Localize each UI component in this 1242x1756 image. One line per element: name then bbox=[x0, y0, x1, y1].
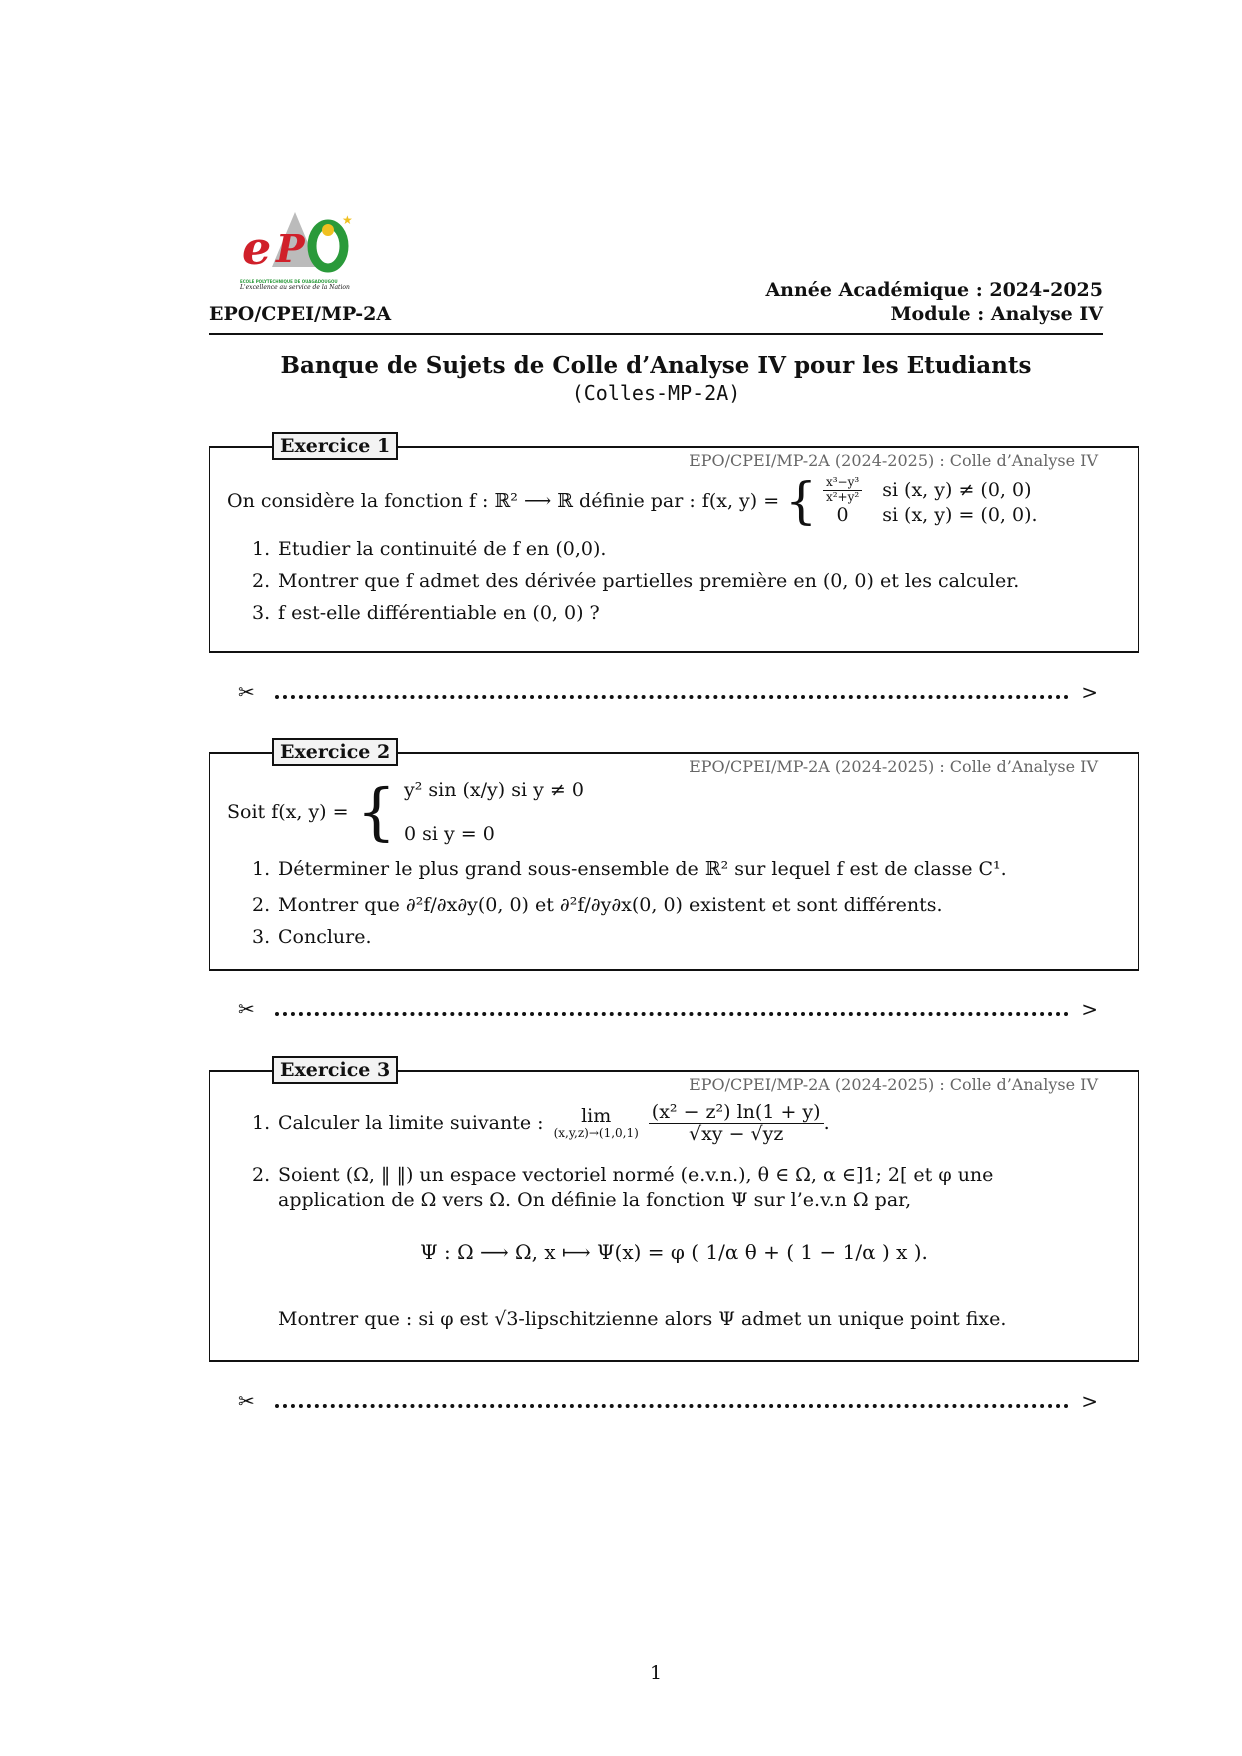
cut-line bbox=[238, 997, 1098, 1021]
page-number: 1 bbox=[649, 1662, 663, 1684]
svg-text:P: P bbox=[276, 226, 305, 271]
arrow-icon: > bbox=[1081, 1389, 1098, 1413]
list-item: 3. f est-elle différentiable en (0, 0) ? bbox=[252, 602, 600, 624]
limit-subscript: (x,y,z)→(1,0,1) bbox=[553, 1126, 639, 1141]
list-item: 2. Montrer que f admet des dérivée partielles première en (0, 0) et les calculer. bbox=[252, 570, 1020, 592]
intro-text: On considère la fonction f : ℝ² ⟶ ℝ définie par : f(x, y) = bbox=[227, 490, 780, 512]
academic-year: Année Académique : 2024-2025 bbox=[765, 279, 1103, 301]
case1: y² sin (x/y) si y ≠ 0 bbox=[404, 779, 584, 801]
numerator: x³−y³ bbox=[823, 476, 862, 490]
brace: { bbox=[356, 775, 397, 848]
denominator: √xy − √yz bbox=[688, 1122, 784, 1145]
list-item: 1. Etudier la continuité de f en (0,0). bbox=[252, 538, 607, 560]
item-text: Soient (Ω, ‖ ‖) un espace vectoriel normé (e.v.n.), θ ∈ Ω, α ∈]1; 2[ et φ une application de Ω vers Ω. On définie la fonction Ψ sur l’e.v.n Ω par, bbox=[278, 1164, 994, 1211]
arrow-icon: > bbox=[1081, 680, 1098, 704]
colle-label: EPO/CPEI/MP-2A (2024-2025) : Colle d’Analyse IV bbox=[689, 451, 1098, 470]
conclusion-text: Montrer que : si φ est √3-lipschitzienne alors Ψ admet un unique point fixe. bbox=[278, 1308, 1007, 1330]
case1-condition: si (x, y) ≠ (0, 0) bbox=[882, 479, 1032, 501]
exercise-2-label: Exercice 2 bbox=[272, 738, 398, 766]
intro-text: Soit f(x, y) = bbox=[227, 801, 349, 823]
cut-line bbox=[238, 680, 1098, 704]
scissors-icon: ✂ bbox=[238, 680, 255, 704]
list-item: 1. Calculer la limite suivante : lim (x,y,z)→(1,0,1) $\frac{\text{(x² − z²) ln(1 + y)}}{√xy - √yz}$ . bbox=[252, 1101, 830, 1145]
exercise-1-label: Exercice 1 bbox=[272, 432, 398, 460]
list-item: 3. Conclure. bbox=[252, 926, 372, 948]
denominator: x²+y² bbox=[825, 489, 860, 504]
case2: 0 si y = 0 bbox=[404, 823, 495, 845]
exercise-1-intro bbox=[227, 472, 1038, 530]
brace: { bbox=[785, 472, 817, 530]
exercise-2-intro bbox=[227, 768, 584, 856]
item-text: Etudier la continuité de f en (0,0). bbox=[278, 538, 607, 560]
logo-subtitle: ECOLE POLYTECHNIQUE DE OUAGADOUGOU bbox=[240, 279, 338, 284]
svg-text:★: ★ bbox=[342, 213, 353, 227]
logo-graphic-icon bbox=[240, 212, 356, 274]
case1-fraction bbox=[823, 476, 862, 503]
list-item: 2. Soient (Ω, ‖ ‖) un espace vectoriel normé (e.v.n.), θ ∈ Ω, α ∈]1; 2[ et φ une application de Ω vers Ω. On définie la fonction Ψ sur l’e.v.n Ω par, bbox=[252, 1163, 1102, 1213]
page-title: Banque de Sujets de Colle d’Analyse IV pour les Etudiants bbox=[280, 352, 1032, 379]
numerator: (x² − z²) ln(1 + y) bbox=[649, 1102, 824, 1124]
module-label: Module : Analyse IV bbox=[890, 303, 1103, 325]
cut-line bbox=[238, 1389, 1098, 1413]
item-text: Conclure. bbox=[278, 926, 372, 948]
item-text: Montrer que f admet des dérivée partielles première en (0, 0) et les calculer. bbox=[278, 570, 1020, 592]
scissors-icon: ✂ bbox=[238, 1389, 255, 1413]
limit-operator bbox=[554, 1106, 639, 1140]
case2-condition: si (x, y) = (0, 0). bbox=[882, 503, 1038, 526]
case2-value: 0 bbox=[836, 503, 849, 526]
item-text: Déterminer le plus grand sous-ensemble de ℝ² sur lequel f est de classe C¹. bbox=[278, 858, 1007, 880]
exercise-1-box bbox=[209, 435, 1139, 653]
scissors-icon: ✂ bbox=[238, 997, 255, 1021]
list-item: 1. Déterminer le plus grand sous-ensemble de ℝ² sur lequel f est de classe C¹. bbox=[252, 858, 1007, 880]
epo-logo bbox=[240, 212, 356, 302]
exercise-3-box bbox=[209, 1059, 1139, 1362]
logo-motto: L'excellence au service de la Nation bbox=[240, 284, 350, 291]
institution-label: EPO/CPEI/MP-2A bbox=[209, 303, 392, 325]
limit-fraction bbox=[649, 1102, 824, 1145]
svg-text:e: e bbox=[242, 221, 272, 274]
list-item: 2. Montrer que ∂²f/∂x∂y(0, 0) et ∂²f/∂y∂x(0, 0) existent et sont différents. bbox=[252, 894, 943, 916]
header-rule bbox=[209, 333, 1103, 335]
colle-label: EPO/CPEI/MP-2A (2024-2025) : Colle d’Analyse IV bbox=[689, 1075, 1098, 1094]
exercise-2-box bbox=[209, 741, 1139, 971]
exercise-3-label: Exercice 3 bbox=[272, 1056, 398, 1084]
lim: lim bbox=[581, 1105, 612, 1128]
psi-formula: Ψ : Ω ⟶ Ω, x ⟼ Ψ(x) = φ ( 1/α θ + ( 1 − 1/α ) x ). bbox=[420, 1240, 928, 1264]
arrow-icon: > bbox=[1081, 997, 1098, 1021]
colle-label: EPO/CPEI/MP-2A (2024-2025) : Colle d’Analyse IV bbox=[689, 757, 1098, 776]
item-text: Calculer la limite suivante : bbox=[278, 1112, 544, 1135]
page-subtitle: (Colles-MP-2A) bbox=[571, 381, 741, 405]
item-text: f est-elle différentiable en (0, 0) ? bbox=[278, 602, 600, 624]
item-text: Montrer que ∂²f/∂x∂y(0, 0) et ∂²f/∂y∂x(0, 0) existent et sont différents. bbox=[278, 894, 943, 916]
